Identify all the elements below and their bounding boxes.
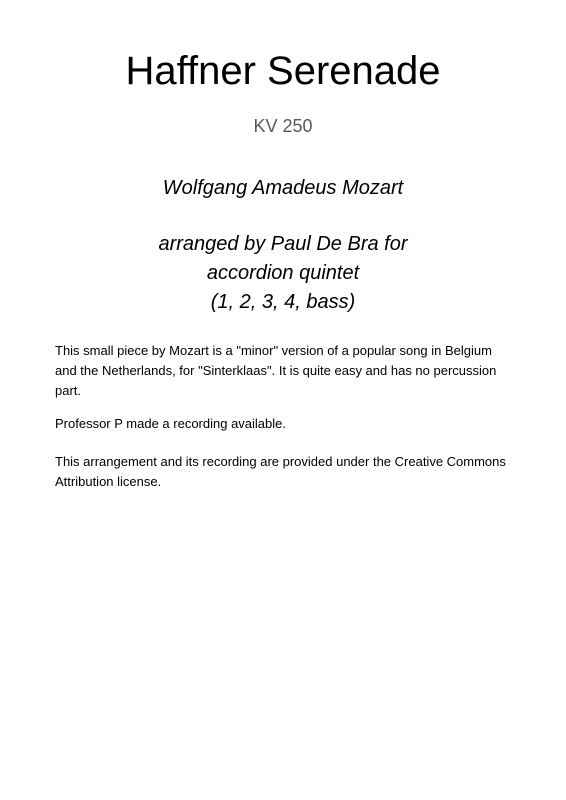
recording-paragraph: Professor P made a recording available. [55, 416, 286, 431]
page-title: Haffner Serenade [125, 49, 441, 93]
arrangement-info [0, 230, 566, 317]
license-paragraph: This arrangement and its recording are provided under the Creative Commons Attribution license. [55, 454, 506, 489]
composer-name: Wolfgang Amadeus Mozart [162, 177, 404, 199]
arrangement-line: arranged by Paul De Bra for [158, 233, 408, 255]
catalog-number: KV 250 [253, 116, 313, 136]
arrangement-line: accordion quintet [206, 262, 360, 284]
description-paragraph: This small piece by Mozart is a "minor" version of a popular song in Belgium and the Netherlands, for "Sinterklaas". It is quite easy and has no percussion part. [55, 343, 497, 398]
arrangement-line: (1, 2, 3, 4, bass) [210, 291, 356, 313]
